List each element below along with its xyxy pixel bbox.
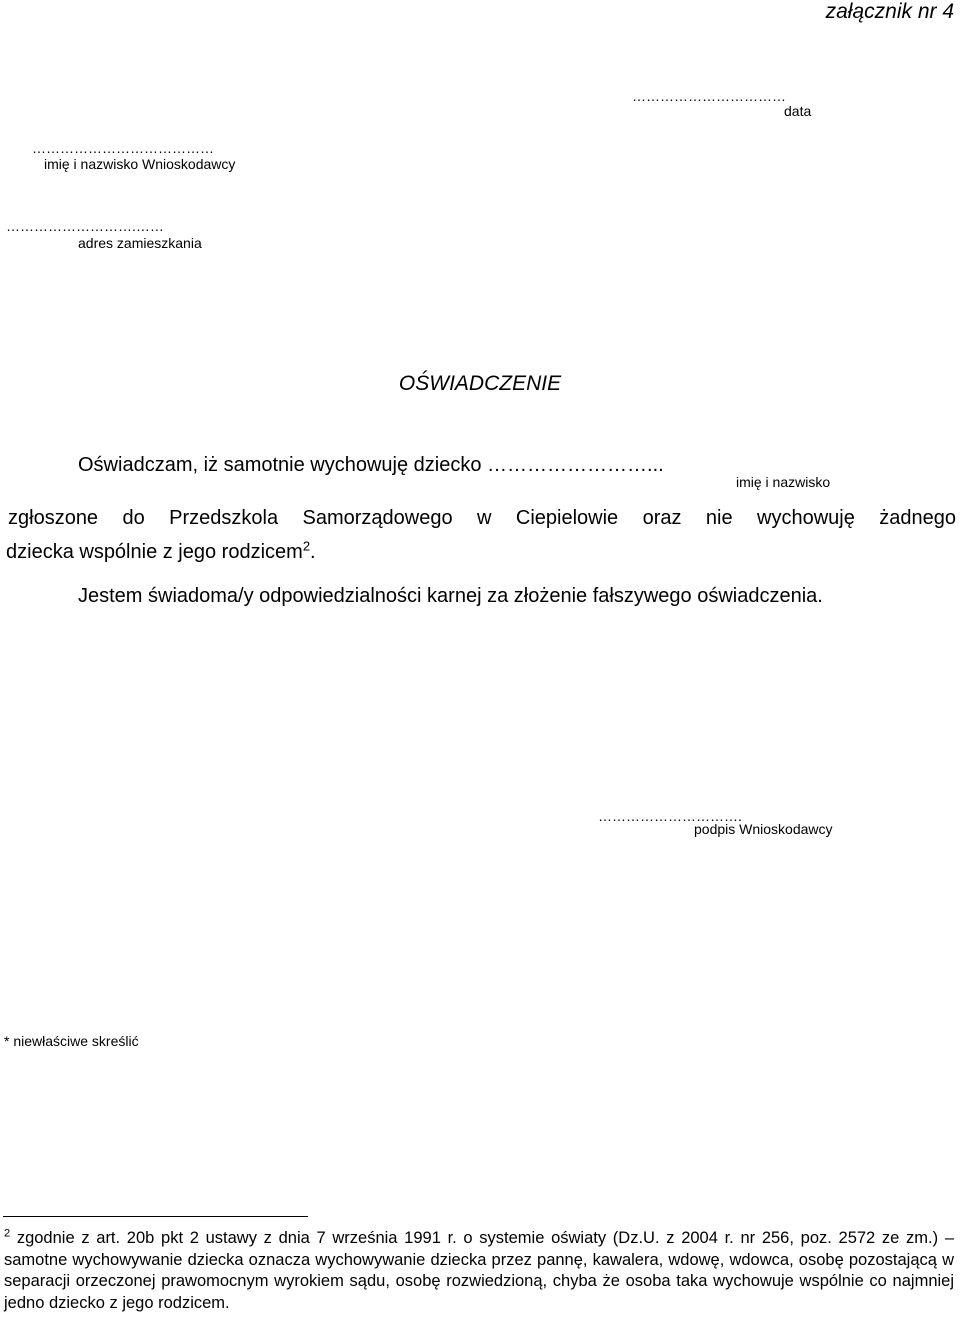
footnote	[4, 1228, 954, 1314]
statement-line-1	[78, 454, 664, 477]
signature-caption: podpis Wnioskodawcy	[694, 821, 833, 837]
date-dotted-line: ……………………………	[632, 88, 786, 104]
statement-line-3	[6, 538, 316, 564]
address-caption: adres zamieszkania	[78, 235, 202, 251]
statement-line-3-text: dziecka wspólnie z jego rodzicem	[6, 541, 303, 563]
statement-line-4: Jestem świadoma/y odpowiedzialności karnej za złożenie fałszywego oświadczenia.	[78, 585, 823, 607]
annex-label: załącznik nr 4	[825, 0, 954, 23]
document-title: OŚWIADCZENIE	[398, 372, 562, 395]
footnote-marker: 2	[4, 1227, 11, 1240]
child-name-dotted-line: ……………………...	[481, 454, 664, 476]
applicant-name-dotted-line: …………………………………	[32, 140, 214, 156]
statement-line-3-end: .	[310, 541, 316, 563]
date-caption: data	[784, 103, 812, 119]
strike-out-note: * niewłaściwe skreślić	[4, 1033, 139, 1049]
statement-line-2: zgłoszone do Przedszkola Samorządowego w Ciepielowie oraz nie wychowuję żadnego	[8, 507, 956, 529]
footnote-reference: 2	[302, 538, 311, 554]
footnote-text: zgodnie z art. 20b pkt 2 ustawy z dnia 7 września 1991 r. o systemie oświaty (Dz.U. z 2004 r. nr 256, poz. 2572 ze zm.) – samotne wychowywanie dziecka oznacza wychowywanie dziecka przez pannę, kawalera, wdowę, wdowca, osobę pozostającą w separacji orzeczonej prawomocnym wyrokiem sądu, osobę rozwiedzioną, chyba że osoba taka wychowuje wspólnie co najmniej jedno dziecko z jego rodzicem.	[4, 1229, 954, 1312]
child-name-caption: imię i nazwisko	[736, 474, 831, 490]
statement-line-1-text: Oświadczam, iż samotnie wychowuję dziecko	[78, 454, 482, 476]
footnote-separator	[3, 1216, 308, 1217]
applicant-name-caption: imię i nazwisko Wnioskodawcy	[44, 156, 236, 172]
address-dotted-line: ……………………….……	[6, 218, 164, 234]
signature-dotted-line: ………………………….	[598, 808, 742, 824]
